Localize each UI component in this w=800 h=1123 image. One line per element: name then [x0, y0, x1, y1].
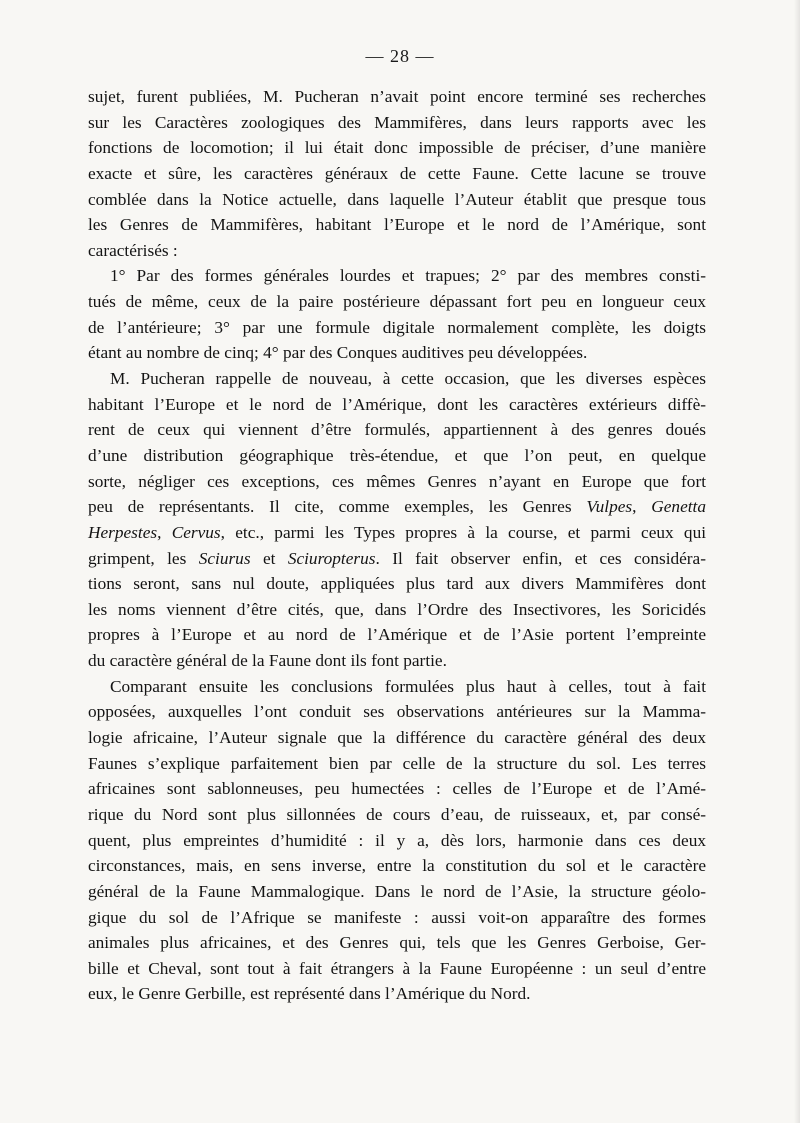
- text-line: logie africaine, l’Auteur signale que la différence du caractère général des deux: [88, 728, 706, 748]
- text-line: les noms viennent d’être cités, que, dans l’Ordre des Insectivores, les Soricidés: [88, 599, 706, 619]
- text-line: caractérisés :: [88, 240, 178, 260]
- text-line: les Genres de Mammifères, habitant l’Europe et le nord de l’Amérique, sont: [88, 215, 706, 235]
- text-line: grimpent, les Sciurus et Sciuropterus. Il fait observer enfin, et ces considéra-: [88, 548, 706, 568]
- text-line: étant au nombre de cinq; 4° par des Conques auditives peu développées.: [88, 343, 588, 363]
- text-line: tions seront, sans nul doute, appliquées plus tard aux divers Mammifères dont: [88, 574, 706, 594]
- text-line: eux, le Genre Gerbille, est représenté dans l’Amérique du Nord.: [88, 984, 531, 1004]
- text-line: rique du Nord sont plus sillonnées de cours d’eau, de ruisseaux, et, par consé-: [88, 804, 706, 824]
- text-line: 1° Par des formes générales lourdes et trapues; 2° par des membres consti-: [110, 266, 706, 286]
- text-line: sujet, furent publiées, M. Pucheran n’avait point encore terminé ses recherches: [88, 87, 706, 106]
- paragraph: [88, 263, 706, 366]
- text-line: du caractère général de la Faune dont ils font partie.: [88, 651, 447, 671]
- text-line: Herpestes, Cervus, etc., parmi les Types propres à la course, et parmi ceux qui: [88, 522, 707, 542]
- text-line: animales plus africaines, et des Genres qui, tels que les Genres Gerboise, Ger-: [88, 933, 706, 953]
- text-line: de l’antérieure; 3° par une formule digitale normalement complète, les doigts: [88, 317, 706, 337]
- text-line: exacte et sûre, les caractères généraux de cette Faune. Cette lacune se trouve: [88, 163, 706, 183]
- text-line: sorte, négliger ces exceptions, ces mêmes Genres n’ayant en Europe que fort: [88, 471, 706, 491]
- text-line: fonctions de locomotion; il lui était donc impossible de préciser, d’une manière: [88, 138, 706, 158]
- paragraph: [88, 84, 706, 263]
- text-line: africaines sont sablonneuses, peu humectées : celles de l’Europe et de l’Amé-: [88, 779, 706, 799]
- paragraph: [88, 674, 706, 1007]
- text-line: circonstances, mais, en sens inverse, entre la constitution du sol et le caractère: [88, 856, 706, 876]
- text-line: quent, plus empreintes d’humidité : il y a, dès lors, harmonie dans ces deux: [88, 830, 706, 850]
- text-line: Comparant ensuite les conclusions formulées plus haut à celles, tout à fait: [110, 676, 706, 696]
- text-line: général de la Faune Mammalogique. Dans le nord de l’Asie, la structure géolo-: [88, 881, 706, 901]
- body-text: [88, 84, 706, 1007]
- page-number: — 28 —: [365, 46, 435, 66]
- text-line: comblée dans la Notice actuelle, dans laquelle l’Auteur établit que presque tous: [88, 189, 706, 209]
- text-line: peu de représentants. Il cite, comme exemples, les Genres Vulpes, Genetta: [88, 497, 706, 517]
- text-line: opposées, auxquelles l’ont conduit ses observations antérieures sur la Mamma-: [88, 702, 706, 722]
- page-edge-shadow: [794, 0, 800, 1123]
- paragraph: [88, 366, 706, 674]
- text-line: M. Pucheran rappelle de nouveau, à cette occasion, que les diverses espèces: [110, 369, 706, 389]
- text-line: gique du sol de l’Afrique se manifeste : aussi voit-on apparaître des formes: [88, 907, 706, 927]
- text-line: bille et Cheval, sont tout à fait étrangers à la Faune Européenne : un seul d’entre: [88, 958, 706, 978]
- text-line: habitant l’Europe et le nord de l’Amérique, dont les caractères extérieurs diffè-: [88, 394, 706, 414]
- text-line: rent de ceux qui viennent d’être formulés, appartiennent à des genres doués: [88, 420, 706, 440]
- text-line: tués de même, ceux de la paire postérieure dépassant fort peu en longueur ceux: [88, 292, 706, 312]
- text-line: sur les Caractères zoologiques des Mammifères, dans leurs rapports avec les: [88, 112, 706, 132]
- text-line: Faunes s’explique parfaitement bien par celle de la structure du sol. Les terres: [88, 753, 706, 773]
- text-line: d’une distribution géographique très-étendue, et que l’on peut, en quelque: [88, 445, 706, 465]
- text-line: propres à l’Europe et au nord de l’Amérique et de l’Asie portent l’empreinte: [88, 625, 706, 645]
